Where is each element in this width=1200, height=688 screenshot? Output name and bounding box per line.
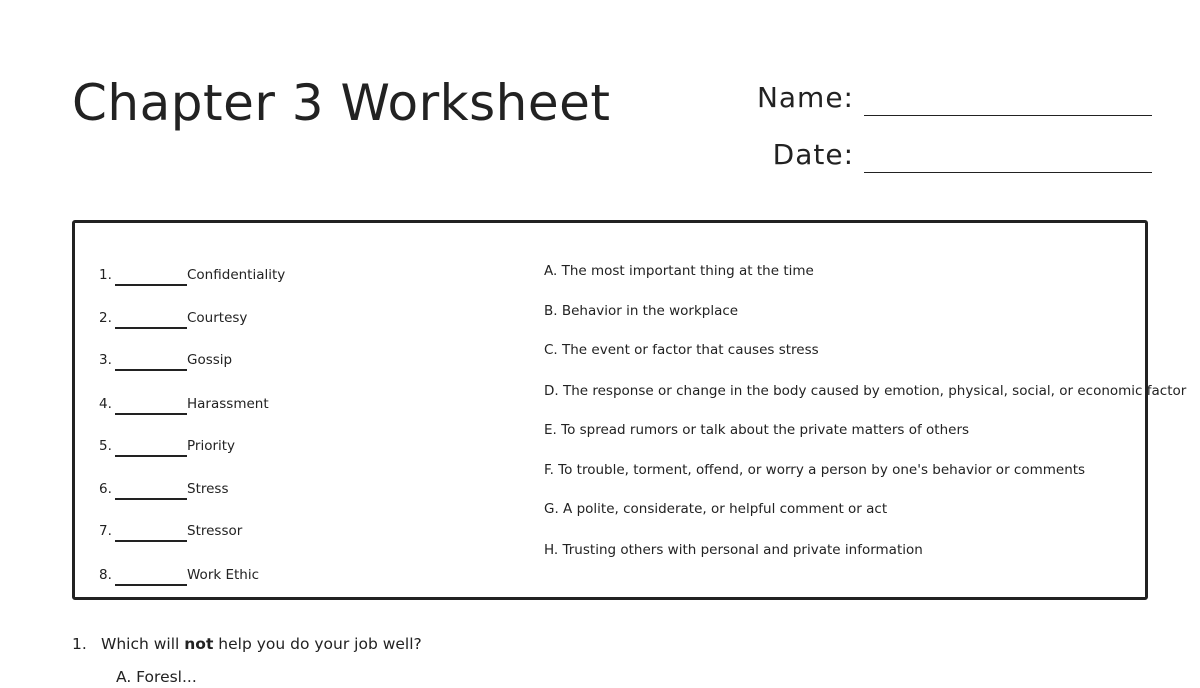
answer-blank[interactable] [115, 455, 187, 457]
term-label: Harassment [187, 396, 269, 412]
term-row [99, 473, 229, 497]
term-row [99, 259, 285, 283]
term-number: 3. [99, 352, 112, 368]
term-row [99, 302, 247, 326]
term-number: 6. [99, 481, 112, 497]
answer-blank[interactable] [115, 413, 187, 415]
term-row [99, 515, 242, 539]
page-title: Chapter 3 Worksheet [72, 74, 611, 132]
name-field [752, 76, 1152, 116]
answer-blank[interactable] [115, 498, 187, 500]
term-label: Gossip [187, 352, 233, 368]
definition-item: C. The event or factor that causes stress [544, 342, 819, 358]
matching-section [72, 220, 1187, 600]
name-blank-line[interactable] [864, 115, 1152, 116]
term-row [99, 559, 259, 583]
term-label: Stressor [187, 523, 243, 539]
term-label: Priority [187, 438, 236, 454]
term-number: 4. [99, 396, 112, 412]
term-number: 8. [99, 567, 112, 583]
term-number: 2. [99, 310, 112, 326]
question-number: 1. [72, 635, 87, 653]
term-row [99, 430, 235, 454]
term-row [99, 388, 269, 412]
term-number: 7. [99, 523, 112, 539]
term-label: Work Ethic [187, 567, 260, 583]
name-label: Name: [756, 81, 854, 114]
definition-item: F. To trouble, torment, offend, or worry a person by one's behavior or comments [544, 462, 1086, 478]
definition-item: E. To spread rumors or talk about the private matters of others [544, 422, 970, 438]
definition-item: D. The response or change in the body caused by emotion, physical, social, or economic factor [544, 383, 1187, 399]
question-text [101, 633, 422, 655]
term-label: Confidentiality [187, 267, 286, 283]
question-emphasis: not [184, 635, 214, 653]
date-blank-line[interactable] [864, 172, 1152, 173]
definition-item: A. The most important thing at the time [544, 263, 814, 279]
term-row [99, 344, 232, 368]
term-label: Stress [187, 481, 229, 497]
definition-item: H. Trusting others with personal and private information [544, 542, 923, 558]
answer-blank[interactable] [115, 327, 187, 329]
answer-blank[interactable] [115, 584, 187, 586]
answer-option[interactable]: A. Foresl... [116, 668, 197, 686]
question-text-after: help you do your job well? [213, 635, 422, 653]
date-label: Date: [772, 138, 854, 171]
term-number: 5. [99, 438, 112, 454]
definition-item: G. A polite, considerate, or helpful comment or act [544, 501, 888, 517]
question-1 [72, 633, 422, 655]
answer-blank[interactable] [115, 540, 187, 542]
term-number: 1. [99, 267, 112, 283]
date-field [752, 133, 1152, 173]
answer-blank[interactable] [115, 284, 187, 286]
answer-blank[interactable] [115, 369, 187, 371]
definition-item: B. Behavior in the workplace [544, 303, 739, 319]
term-label: Courtesy [187, 310, 248, 326]
question-text-before: Which will [101, 635, 185, 653]
